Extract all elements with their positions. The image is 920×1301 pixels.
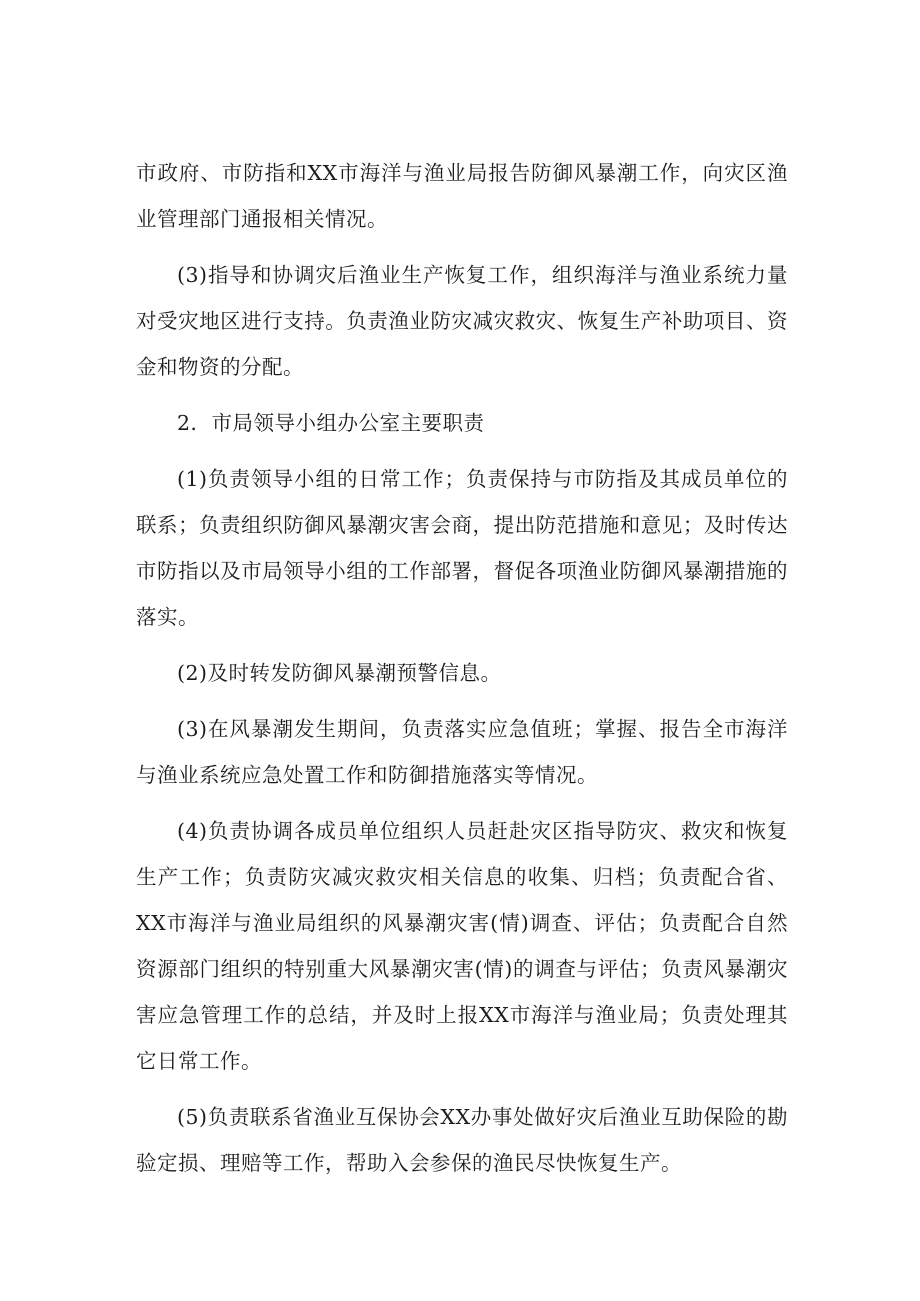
section-heading: 2．市局领导小组办公室主要职责 [177,411,485,435]
paragraph-continuation: 市政府、市防指和XX市海洋与渔业局报告防御风暴潮工作，向灾区渔业管理部门通报相关情况。 [136,161,788,231]
paragraph-item-2: (2)及时转发防御风暴潮预警信息。 [177,661,502,685]
paragraph-item-5: (5)负责联系省渔业互保协会XX办事处做好灾后渔业互助保险的勘验定损、理赔等工作，帮助入会参保的渔民尽快恢复生产。 [136,1105,788,1175]
paragraph-item-1: (1)负责领导小组的日常工作；负责保持与市防指及其成员单位的联系；负责组织防御风暴潮灾害会商，提出防范措施和意见；及时传达市防指以及市局领导小组的工作部署，督促各项渔业防御风暴潮措施的落实。 [136,467,788,629]
paragraph-item-4: (4)负责协调各成员单位组织人员赶赴灾区指导防灾、救灾和恢复生产工作；负责防灾减灾救灾相关信息的收集、归档；负责配合省、XX市海洋与渔业局组织的风暴潮灾害(情)调查、评估；负责配合自然资源部门组织的特别重大风暴潮灾害(情)的调查与评估；负责风暴潮灾害应急管理工作的总结，并及时上报XX市海洋与渔业局；负责处理其它日常工作。 [136,819,788,1073]
paragraph-item-3: (3)指导和协调灾后渔业生产恢复工作，组织海洋与渔业系统力量对受灾地区进行支持。负责渔业防灾减灾救灾、恢复生产补助项目、资金和物资的分配。 [136,263,788,379]
paragraph-item-3b: (3)在风暴潮发生期间，负责落实应急值班；掌握、报告全市海洋与渔业系统应急处置工作和防御措施落实等情况。 [136,717,788,787]
document-body [136,150,788,1196]
